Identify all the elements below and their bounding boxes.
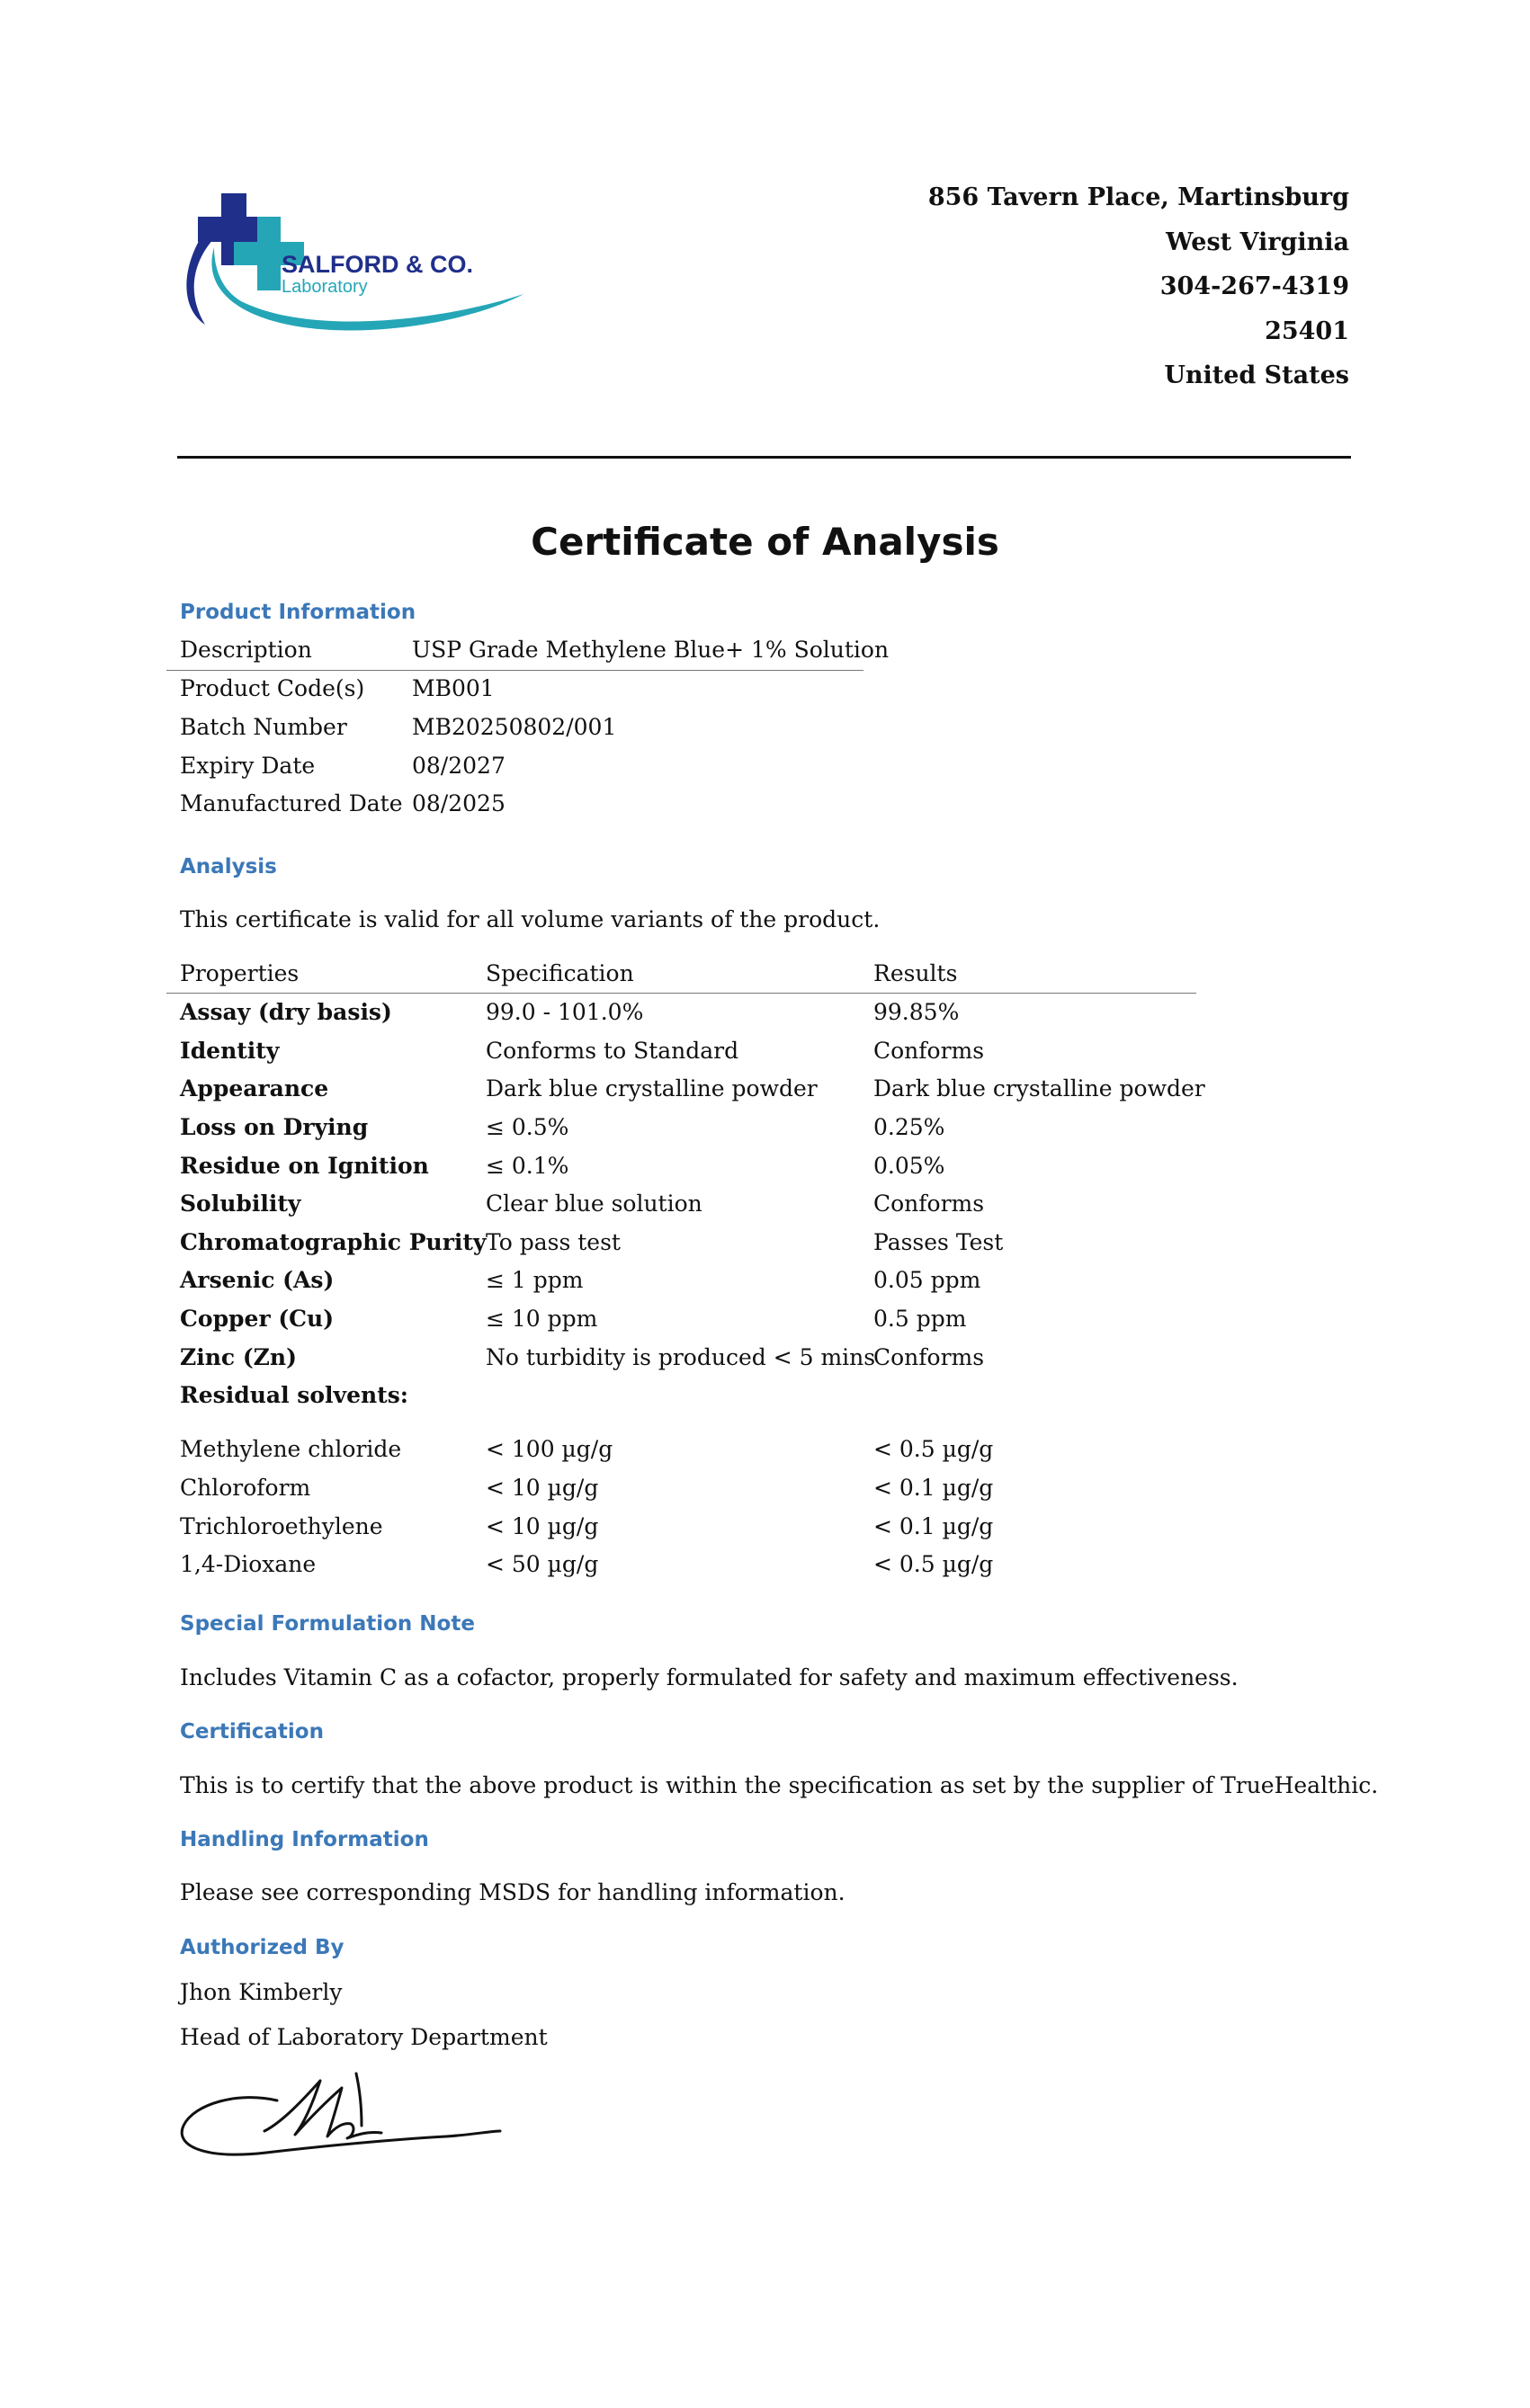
spec-cell: ≤ 0.1% xyxy=(486,1153,569,1179)
property-cell: 1,4-Dioxane xyxy=(180,1551,317,1577)
company-logo xyxy=(178,184,538,346)
certification-heading: Certification xyxy=(180,1720,324,1744)
spec-cell: To pass test xyxy=(486,1229,621,1255)
product-info-label: Expiry Date xyxy=(180,753,316,779)
signature xyxy=(176,2072,509,2171)
property-cell: Assay (dry basis) xyxy=(180,999,392,1025)
spec-cell: < 100 µg/g xyxy=(486,1436,613,1462)
result-cell: < 0.1 µg/g xyxy=(873,1475,994,1501)
spec-cell: Conforms to Standard xyxy=(486,1038,739,1064)
result-cell: < 0.1 µg/g xyxy=(873,1513,994,1539)
product-info-heading: Product Information xyxy=(180,601,416,624)
property-cell: Identity xyxy=(180,1038,280,1064)
product-info-label: Product Code(s) xyxy=(180,675,365,701)
property-cell: Methylene chloride xyxy=(180,1436,402,1462)
product-info-label: Description xyxy=(180,637,312,663)
spec-cell: No turbidity is produced < 5 mins xyxy=(486,1344,876,1370)
spec-cell: ≤ 10 ppm xyxy=(486,1306,598,1332)
logo-name: SALFORD & CO. xyxy=(282,251,473,278)
property-cell: Chloroform xyxy=(180,1475,311,1501)
spec-cell: < 50 µg/g xyxy=(486,1551,599,1577)
property-cell: Appearance xyxy=(180,1075,329,1101)
product-info-label: Manufactured Date xyxy=(180,790,403,816)
result-cell: Conforms xyxy=(873,1038,985,1064)
address-line: United States xyxy=(1164,361,1349,389)
spec-cell: ≤ 0.5% xyxy=(486,1114,569,1140)
result-cell: Passes Test xyxy=(873,1229,1004,1255)
analysis-heading: Analysis xyxy=(180,855,277,878)
property-cell: Copper (Cu) xyxy=(180,1306,335,1332)
special-text: Includes Vitamin C as a cofactor, properly formulated for safety and maximum effectiveness. xyxy=(180,1664,1239,1690)
product-info-value: 08/2025 xyxy=(412,790,506,816)
result-cell: 0.05 ppm xyxy=(873,1267,981,1293)
product-info-value: 08/2027 xyxy=(412,753,506,779)
spec-cell: < 10 µg/g xyxy=(486,1513,599,1539)
property-cell: Chromatographic Purity xyxy=(180,1229,487,1255)
authorized-heading: Authorized By xyxy=(180,1936,344,1959)
spec-cell: Clear blue solution xyxy=(486,1191,702,1217)
spec-cell: < 10 µg/g xyxy=(486,1475,599,1501)
column-header: Results xyxy=(873,960,958,986)
authorized-name: Jhon Kimberly xyxy=(180,1979,343,2005)
property-cell: Trichloroethylene xyxy=(180,1513,383,1539)
handling-text: Please see corresponding MSDS for handling information. xyxy=(180,1879,846,1905)
property-cell: Zinc (Zn) xyxy=(180,1344,297,1370)
property-cell: Loss on Drying xyxy=(180,1114,369,1140)
result-cell: < 0.5 µg/g xyxy=(873,1436,994,1462)
column-header: Properties xyxy=(180,960,300,986)
column-header: Specification xyxy=(486,960,634,986)
solvents-label: Residual solvents: xyxy=(180,1382,409,1408)
certification-text: This is to certify that the above product is within the specification as set by the supplier of TrueHealthic. xyxy=(180,1772,1379,1798)
product-info-value: USP Grade Methylene Blue+ 1% Solution xyxy=(412,637,890,663)
result-cell: < 0.5 µg/g xyxy=(873,1551,994,1577)
page-title: Certificate of Analysis xyxy=(531,520,999,564)
address-line: 25401 xyxy=(1265,317,1349,345)
result-cell: 0.05% xyxy=(873,1153,945,1179)
result-cell: Dark blue crystalline powder xyxy=(873,1075,1205,1101)
result-cell: 0.5 ppm xyxy=(873,1306,967,1332)
authorized-role: Head of Laboratory Department xyxy=(180,2024,548,2050)
spec-cell: 99.0 - 101.0% xyxy=(486,999,644,1025)
product-info-value: MB20250802/001 xyxy=(412,714,617,740)
address-line: 304-267-4319 xyxy=(1159,272,1349,300)
property-cell: Solubility xyxy=(180,1191,301,1217)
property-cell: Arsenic (As) xyxy=(180,1267,335,1293)
result-cell: Conforms xyxy=(873,1191,985,1217)
result-cell: Conforms xyxy=(873,1344,985,1370)
analysis-note: This certificate is valid for all volume variants of the product. xyxy=(180,906,881,932)
address-line: 856 Tavern Place, Martinsburg xyxy=(927,183,1349,211)
spec-cell: Dark blue crystalline powder xyxy=(486,1075,818,1101)
header-divider xyxy=(177,456,1351,459)
special-heading: Special Formulation Note xyxy=(180,1612,475,1636)
product-info-label: Batch Number xyxy=(180,714,347,740)
product-info-value: MB001 xyxy=(412,675,495,701)
property-cell: Residue on Ignition xyxy=(180,1153,429,1179)
result-cell: 99.85% xyxy=(873,999,960,1025)
spec-cell: ≤ 1 ppm xyxy=(486,1267,584,1293)
company-address xyxy=(928,175,1349,398)
address-line: West Virginia xyxy=(1166,227,1349,256)
result-cell: 0.25% xyxy=(873,1114,945,1140)
logo-sub: Laboratory xyxy=(282,277,368,297)
handling-heading: Handling Information xyxy=(180,1828,429,1851)
